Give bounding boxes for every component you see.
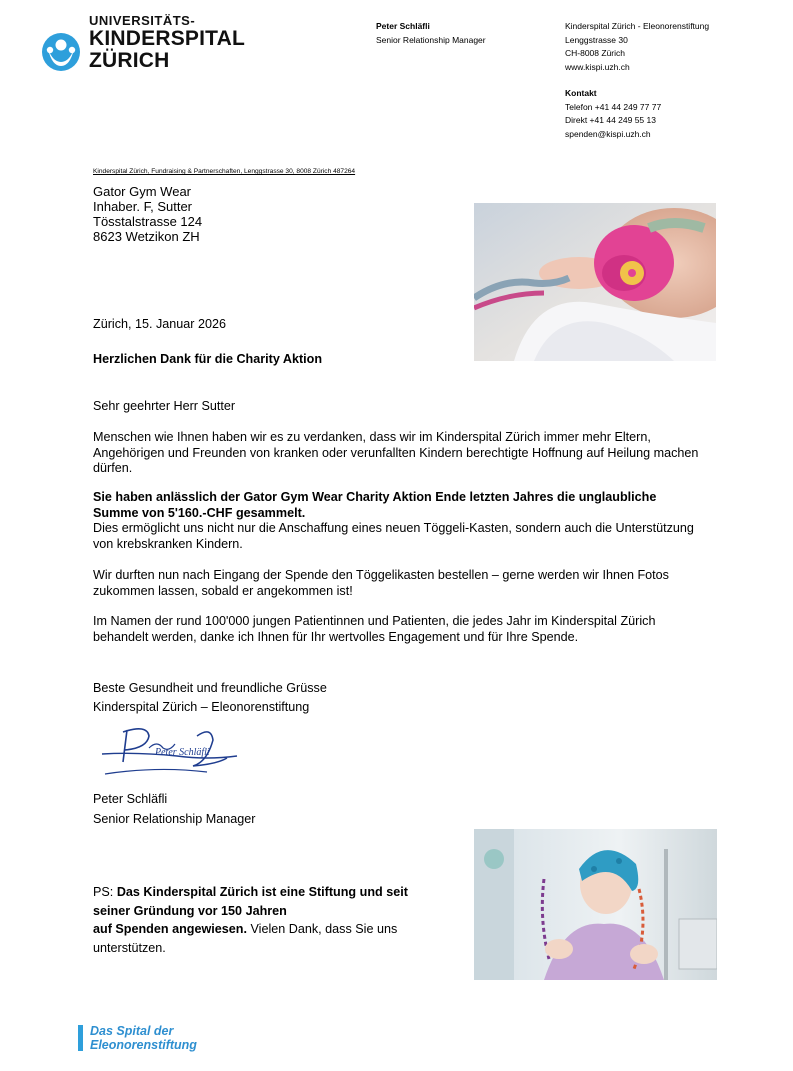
ps-bold-2: seiner Gründung vor 150 Jahren	[93, 903, 287, 918]
paragraph-2-bold: Sie haben anlässlich der Gator Gym Wear Charity Aktion Ende letzten Jahres die unglaubliche Summe von 5'160.-CHF gesammelt.	[93, 490, 657, 520]
ps-rest-2: unterstützen.	[93, 940, 166, 955]
contact-name: Peter Schläfli	[376, 21, 430, 31]
recipient-line-1: Gator Gym Wear	[93, 184, 192, 199]
org-phone: Telefon +41 44 249 77 77	[565, 101, 662, 112]
org-web-link[interactable]: www.kispi.uzh.ch	[565, 61, 630, 72]
postscript	[93, 883, 453, 957]
footer-line-1: Das Spital der	[90, 1024, 174, 1038]
org-address	[565, 20, 709, 141]
paragraph-1: Menschen wie Ihnen haben wir es zu verdanken, dass wir im Kinderspital Zürich immer mehr Eltern, Angehörigen und Freunden von kranken oder verunfallten Kindern berechtigte Hoffnung auf Heilung machen dürfen.	[93, 430, 699, 475]
recipient-line-3: Tösstalstrasse 124	[93, 214, 203, 229]
org-direct-phone: Direkt +41 44 249 55 13	[565, 115, 656, 125]
contact-title: Senior Relationship Manager	[376, 34, 486, 45]
photo-baby-with-toy	[474, 203, 716, 361]
photo-child-with-beads	[474, 829, 717, 980]
signatory-title: Senior Relationship Manager	[93, 812, 256, 826]
ps-prefix: PS:	[93, 885, 117, 899]
paragraph-2	[93, 490, 705, 552]
kispi-logo-icon	[41, 32, 81, 72]
recipient-line-4: 8623 Wetzikon ZH	[93, 229, 200, 244]
org-name: Kinderspital Zürich - Eleonorenstiftung	[565, 21, 710, 31]
logo-line-1: UNIVERSITÄTS-	[89, 13, 196, 28]
sender-return-line: Kinderspital Zürich, Fundraising & Partnerschaften, Lenggstrasse 30, 8008 Zürich 487264	[93, 168, 356, 175]
logo-line-2: KINDERSPITAL	[89, 27, 246, 50]
closing-organisation: Kinderspital Zürich – Eleonorenstiftung	[93, 700, 310, 714]
org-email-link[interactable]: spenden@kispi.uzh.ch	[565, 128, 651, 139]
letter-subject: Herzlichen Dank für die Charity Aktion	[93, 352, 323, 366]
org-city: CH-8008 Zürich	[565, 48, 625, 58]
recipient-line-2: Inhaber. F, Sutter	[93, 199, 193, 214]
signature-script: Peter Schläfli	[155, 747, 210, 758]
footer-tagline	[90, 1024, 197, 1052]
org-street: Lenggstrasse 30	[565, 34, 628, 45]
footer-line-2: Eleonorenstiftung	[90, 1038, 197, 1052]
contact-person	[376, 20, 486, 47]
paragraph-4: Im Namen der rund 100'000 jungen Patientinnen und Patienten, die jedes Jahr im Kinderspital Zürich behandelt werden, danke ich Ihnen für Ihr wertvolles Engagement und für Ihre Spende.	[93, 614, 656, 644]
paragraph-2-rest: Dies ermöglicht uns nicht nur die Anschaffung eines neuen Töggeli-Kasten, sondern auch die Unterstützung von krebskranken Kindern.	[93, 521, 694, 551]
footer-accent-bar	[78, 1025, 83, 1051]
signatory-name: Peter Schläfli	[93, 792, 168, 806]
ps-bold-3: auf Spenden angewiesen.	[93, 922, 247, 936]
paragraph-3: Wir durften nun nach Eingang der Spende den Töggelikasten bestellen – gerne werden wir Ihnen Fotos zukommen lassen, sobald er angekommen ist!	[93, 568, 669, 598]
handwritten-signature	[97, 722, 242, 782]
recipient-address	[93, 184, 202, 244]
logo-line-3: ZÜRICH	[89, 49, 170, 72]
letter-date: Zürich, 15. Januar 2026	[93, 317, 227, 331]
contact-heading: Kontakt	[565, 88, 597, 98]
ps-bold-1: Das Kinderspital Zürich ist eine Stiftung und seit	[116, 885, 408, 899]
ps-rest-1: Vielen Dank, dass Sie uns	[246, 922, 398, 936]
salutation: Sehr geehrter Herr Sutter	[93, 399, 236, 413]
closing-greeting: Beste Gesundheit und freundliche Grüsse	[93, 681, 327, 695]
